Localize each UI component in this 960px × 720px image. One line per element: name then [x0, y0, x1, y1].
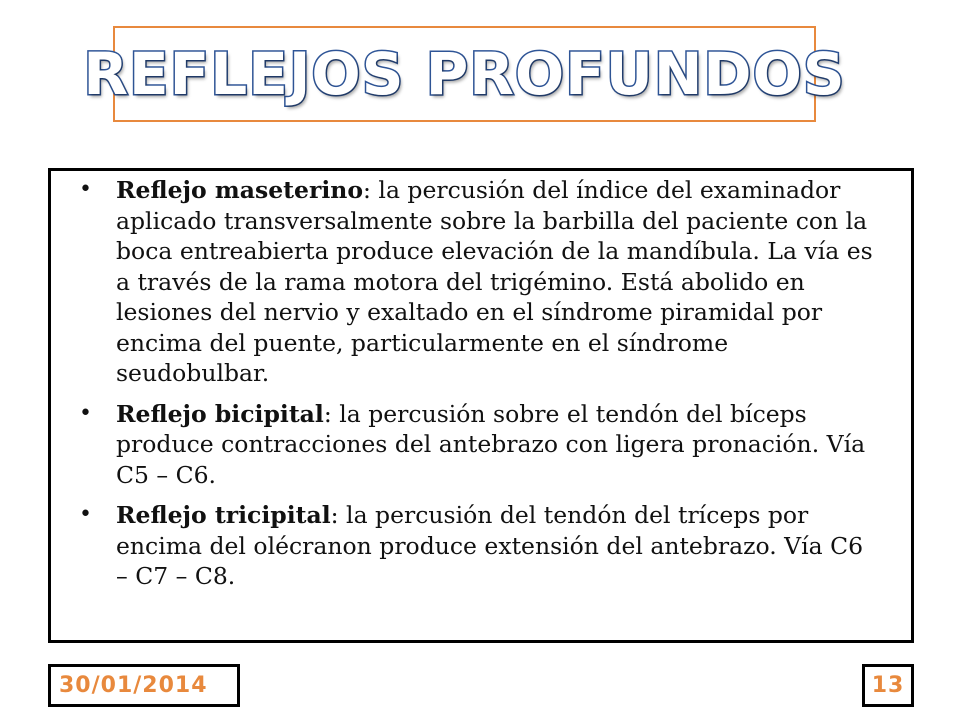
title-box [83, 26, 846, 122]
bullet-colon: : [363, 176, 371, 204]
footer-date: 30/01/2014 [59, 673, 208, 698]
bullet-text: la percusión sobre el tendón del bíceps produce contracciones del antebrazo con ligera pronación. Vía C5 – C6. [116, 399, 866, 489]
bullet-item-tricipital [79, 500, 881, 592]
bullet-list [79, 175, 881, 592]
bullet-text: la percusión del tendón del tríceps por encima del olécranon produce extensión del antebrazo. Vía C6 – C7 – C8. [116, 501, 864, 590]
bullet-dot-icon: • [79, 177, 92, 202]
bullet-text: la percusión del índice del examinador aplicado transversalmente sobre la barbilla del paciente con la boca entreabierta produce elevación de la mandíbula. La vía es a través de la rama motora del trigémino. Está abolido en lesiones del nervio y exaltado en el síndrome piramidal por encima del puente, particularmente en el síndrome seudobulbar. [116, 176, 873, 387]
bullet-item-maseterino [79, 175, 881, 389]
bullet-colon: : [323, 399, 332, 428]
slide-title: REFLEJOS PROFUNDOS [83, 40, 846, 108]
bullet-term: Reflejo maseterino [116, 176, 364, 204]
bullet-dot-icon: • [79, 502, 92, 527]
page-number: 13 [871, 673, 905, 698]
bullet-dot-icon: • [79, 400, 92, 426]
footer-date-box [48, 664, 240, 707]
content-box [48, 168, 914, 643]
bullet-item-bicipital [79, 399, 881, 491]
bullet-term: Reflejo bicipital [116, 399, 324, 428]
bullet-colon: : [330, 501, 339, 529]
footer-page-box [862, 664, 914, 707]
bullet-term: Reflejo tricipital [116, 501, 331, 529]
